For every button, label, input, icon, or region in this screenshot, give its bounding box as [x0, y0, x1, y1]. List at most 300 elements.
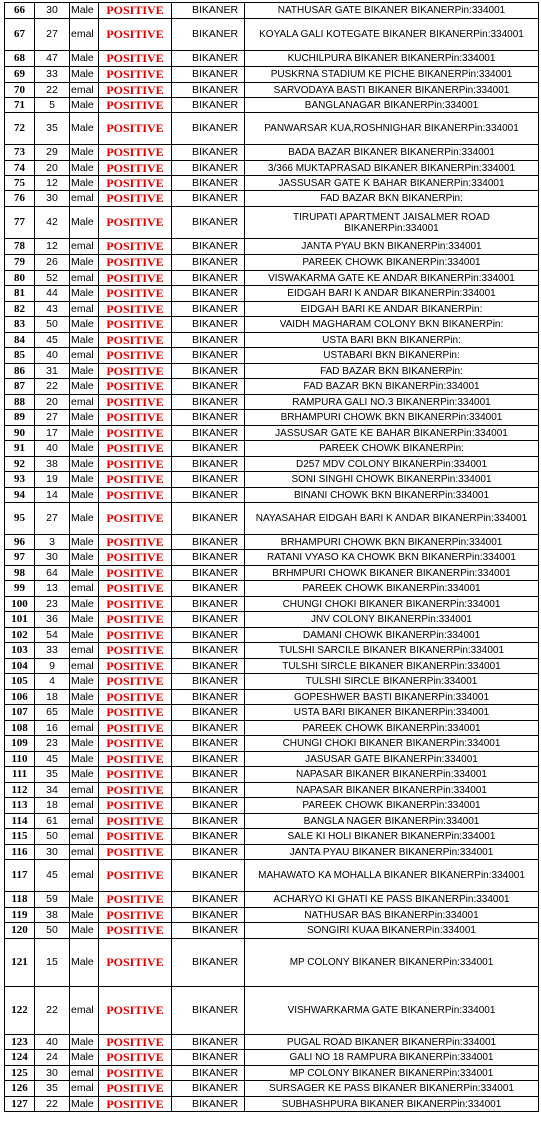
serial-number-cell: 104 — [5, 659, 35, 674]
district-cell: BIKANER — [172, 302, 245, 317]
district-cell: BIKANER — [172, 829, 245, 845]
serial-number-cell: 67 — [5, 19, 35, 51]
district-cell: BIKANER — [172, 628, 245, 643]
gender-cell: emal — [70, 395, 99, 410]
age-cell: 30 — [35, 1066, 70, 1081]
age-cell: 5 — [35, 98, 70, 113]
address-cell: JANTA PYAU BKN BIKANERPin:334001 — [245, 239, 539, 255]
result-cell: POSITIVE — [99, 783, 172, 798]
table-row — [5, 923, 539, 939]
result-cell: POSITIVE — [99, 3, 172, 19]
age-cell: 35 — [35, 113, 70, 145]
age-cell: 31 — [35, 364, 70, 379]
age-cell: 16 — [35, 721, 70, 736]
table-row — [5, 1050, 539, 1066]
table-row — [5, 860, 539, 892]
table-row — [5, 939, 539, 987]
age-cell: 43 — [35, 302, 70, 317]
gender-cell: Male — [70, 176, 99, 191]
age-cell: 27 — [35, 503, 70, 535]
serial-number-cell: 69 — [5, 67, 35, 83]
district-cell: BIKANER — [172, 923, 245, 939]
district-cell: BIKANER — [172, 798, 245, 814]
age-cell: 40 — [35, 441, 70, 457]
age-cell: 23 — [35, 736, 70, 752]
table-row — [5, 161, 539, 176]
gender-cell: Male — [70, 379, 99, 395]
district-cell: BIKANER — [172, 581, 245, 597]
district-cell: BIKANER — [172, 317, 245, 333]
address-cell: PAREEK CHOWK BIKANERPin:334001 — [245, 798, 539, 814]
district-cell: BIKANER — [172, 207, 245, 239]
table-row — [5, 83, 539, 98]
age-cell: 38 — [35, 457, 70, 472]
result-cell: POSITIVE — [99, 302, 172, 317]
gender-cell: Male — [70, 426, 99, 441]
gender-cell: Male — [70, 597, 99, 612]
table-row — [5, 51, 539, 67]
gender-cell: Male — [70, 488, 99, 503]
result-cell: POSITIVE — [99, 987, 172, 1035]
result-cell: POSITIVE — [99, 410, 172, 426]
district-cell: BIKANER — [172, 503, 245, 535]
serial-number-cell: 86 — [5, 364, 35, 379]
age-cell: 52 — [35, 271, 70, 286]
age-cell: 30 — [35, 191, 70, 207]
table-row — [5, 643, 539, 659]
age-cell: 12 — [35, 176, 70, 191]
table-row — [5, 767, 539, 783]
serial-number-cell: 71 — [5, 98, 35, 113]
age-cell: 45 — [35, 752, 70, 767]
district-cell: BIKANER — [172, 767, 245, 783]
table-row — [5, 255, 539, 271]
table-row — [5, 348, 539, 364]
serial-number-cell: 101 — [5, 612, 35, 628]
district-cell: BIKANER — [172, 333, 245, 348]
address-cell: KUCHILPURA BIKANER BIKANERPin:334001 — [245, 51, 539, 67]
result-cell: POSITIVE — [99, 628, 172, 643]
result-cell: POSITIVE — [99, 1035, 172, 1050]
age-cell: 54 — [35, 628, 70, 643]
address-cell: SONI SINGHI CHOWK BIKANERPin:334001 — [245, 472, 539, 488]
serial-number-cell: 76 — [5, 191, 35, 207]
address-cell: USTABARI BKN BIKANERPin: — [245, 348, 539, 364]
result-cell: POSITIVE — [99, 690, 172, 705]
gender-cell: emal — [70, 1066, 99, 1081]
table-row — [5, 333, 539, 348]
address-cell: FAD BAZAR BKN BIKANERPin: — [245, 191, 539, 207]
district-cell: BIKANER — [172, 1035, 245, 1050]
district-cell: BIKANER — [172, 441, 245, 457]
serial-number-cell: 107 — [5, 705, 35, 721]
result-cell: POSITIVE — [99, 98, 172, 113]
result-cell: POSITIVE — [99, 721, 172, 736]
district-cell: BIKANER — [172, 752, 245, 767]
age-cell: 42 — [35, 207, 70, 239]
serial-number-cell: 120 — [5, 923, 35, 939]
table-row — [5, 503, 539, 535]
table-row — [5, 736, 539, 752]
result-cell: POSITIVE — [99, 191, 172, 207]
district-cell: BIKANER — [172, 145, 245, 161]
table-row — [5, 67, 539, 83]
address-cell: TULSHI SIRCLE BIKANER BIKANERPin:334001 — [245, 659, 539, 674]
serial-number-cell: 70 — [5, 83, 35, 98]
address-cell: DAMANI CHOWK BIKANERPin:334001 — [245, 628, 539, 643]
age-cell: 27 — [35, 410, 70, 426]
result-cell: POSITIVE — [99, 317, 172, 333]
gender-cell: Male — [70, 674, 99, 690]
result-cell: POSITIVE — [99, 798, 172, 814]
table-row — [5, 379, 539, 395]
table-row — [5, 908, 539, 923]
result-cell: POSITIVE — [99, 286, 172, 302]
serial-number-cell: 75 — [5, 176, 35, 191]
age-cell: 19 — [35, 472, 70, 488]
serial-number-cell: 79 — [5, 255, 35, 271]
district-cell: BIKANER — [172, 597, 245, 612]
age-cell: 36 — [35, 612, 70, 628]
address-cell: PUSKRNA STADIUM KE PICHE BIKANERPin:334001 — [245, 67, 539, 83]
table-row — [5, 659, 539, 674]
serial-number-cell: 91 — [5, 441, 35, 457]
district-cell: BIKANER — [172, 426, 245, 441]
gender-cell: emal — [70, 659, 99, 674]
result-cell: POSITIVE — [99, 908, 172, 923]
serial-number-cell: 74 — [5, 161, 35, 176]
district-cell: BIKANER — [172, 488, 245, 503]
gender-cell: Male — [70, 736, 99, 752]
age-cell: 40 — [35, 1035, 70, 1050]
district-cell: BIKANER — [172, 690, 245, 705]
age-cell: 20 — [35, 395, 70, 410]
age-cell: 40 — [35, 348, 70, 364]
district-cell: BIKANER — [172, 566, 245, 581]
address-cell: MP COLONY BIKANER BIKANERPin:334001 — [245, 1066, 539, 1081]
serial-number-cell: 106 — [5, 690, 35, 705]
result-cell: POSITIVE — [99, 597, 172, 612]
result-cell: POSITIVE — [99, 395, 172, 410]
result-cell: POSITIVE — [99, 207, 172, 239]
age-cell: 15 — [35, 939, 70, 987]
result-cell: POSITIVE — [99, 845, 172, 860]
district-cell: BIKANER — [172, 908, 245, 923]
result-cell: POSITIVE — [99, 566, 172, 581]
serial-number-cell: 97 — [5, 550, 35, 566]
gender-cell: Male — [70, 767, 99, 783]
address-cell: BRHAMPURI CHOWK BKN BIKANERPin:334001 — [245, 410, 539, 426]
district-cell: BIKANER — [172, 860, 245, 892]
district-cell: BIKANER — [172, 410, 245, 426]
address-cell: BRHMPURI CHOWK BIKANER BIKANERPin:334001 — [245, 566, 539, 581]
result-cell: POSITIVE — [99, 892, 172, 908]
serial-number-cell: 112 — [5, 783, 35, 798]
table-row — [5, 410, 539, 426]
address-cell: EIDGAH BARI KE ANDAR BIKANERPin: — [245, 302, 539, 317]
age-cell: 45 — [35, 333, 70, 348]
district-cell: BIKANER — [172, 1097, 245, 1112]
address-cell: PUGAL ROAD BIKANER BIKANERPin:334001 — [245, 1035, 539, 1050]
table-row — [5, 783, 539, 798]
age-cell: 65 — [35, 705, 70, 721]
age-cell: 61 — [35, 814, 70, 829]
district-cell: BIKANER — [172, 239, 245, 255]
result-cell: POSITIVE — [99, 674, 172, 690]
district-cell: BIKANER — [172, 191, 245, 207]
result-cell: POSITIVE — [99, 457, 172, 472]
gender-cell: emal — [70, 1081, 99, 1097]
serial-number-cell: 118 — [5, 892, 35, 908]
address-cell: JNV COLONY BIKANERPin:334001 — [245, 612, 539, 628]
age-cell: 30 — [35, 3, 70, 19]
table-row — [5, 674, 539, 690]
address-cell: ACHARYO KI GHATI KE PASS BIKANERPin:334001 — [245, 892, 539, 908]
district-cell: BIKANER — [172, 83, 245, 98]
gender-cell: Male — [70, 612, 99, 628]
serial-number-cell: 82 — [5, 302, 35, 317]
age-cell: 50 — [35, 923, 70, 939]
result-cell: POSITIVE — [99, 441, 172, 457]
address-cell: MAHAWATO KA MOHALLA BIKANER BIKANERPin:334001 — [245, 860, 539, 892]
address-cell: PAREEK CHOWK BIKANERPin:334001 — [245, 581, 539, 597]
result-cell: POSITIVE — [99, 426, 172, 441]
gender-cell: emal — [70, 191, 99, 207]
table-row — [5, 1066, 539, 1081]
gender-cell: Male — [70, 364, 99, 379]
district-cell: BIKANER — [172, 705, 245, 721]
age-cell: 17 — [35, 426, 70, 441]
gender-cell: Male — [70, 410, 99, 426]
age-cell: 64 — [35, 566, 70, 581]
serial-number-cell: 102 — [5, 628, 35, 643]
address-cell: PAREEK CHOWK BIKANERPin:334001 — [245, 721, 539, 736]
result-cell: POSITIVE — [99, 612, 172, 628]
age-cell: 33 — [35, 643, 70, 659]
serial-number-cell: 72 — [5, 113, 35, 145]
serial-number-cell: 96 — [5, 535, 35, 550]
gender-cell: Male — [70, 472, 99, 488]
district-cell: BIKANER — [172, 1081, 245, 1097]
serial-number-cell: 98 — [5, 566, 35, 581]
patient-table — [4, 2, 539, 1112]
age-cell: 22 — [35, 987, 70, 1035]
address-cell: RATANI VYASO KA CHOWK BKN BIKANERPin:334001 — [245, 550, 539, 566]
age-cell: 26 — [35, 255, 70, 271]
address-cell: USTA BARI BKN BIKANERPin: — [245, 333, 539, 348]
gender-cell: emal — [70, 239, 99, 255]
table-row — [5, 829, 539, 845]
age-cell: 20 — [35, 161, 70, 176]
table-row — [5, 488, 539, 503]
table-row — [5, 798, 539, 814]
address-cell: PAREEK CHOWK BIKANERPin: — [245, 441, 539, 457]
address-cell: GALI NO 18 RAMPURA BIKANERPin:334001 — [245, 1050, 539, 1066]
address-cell: SURSAGER KE PASS BIKANER BIKANERPin:334001 — [245, 1081, 539, 1097]
serial-number-cell: 88 — [5, 395, 35, 410]
district-cell: BIKANER — [172, 721, 245, 736]
table-row — [5, 581, 539, 597]
gender-cell: emal — [70, 348, 99, 364]
table-row — [5, 113, 539, 145]
serial-number-cell: 77 — [5, 207, 35, 239]
gender-cell: emal — [70, 845, 99, 860]
result-cell: POSITIVE — [99, 535, 172, 550]
district-cell: BIKANER — [172, 845, 245, 860]
age-cell: 14 — [35, 488, 70, 503]
serial-number-cell: 122 — [5, 987, 35, 1035]
age-cell: 35 — [35, 1081, 70, 1097]
serial-number-cell: 80 — [5, 271, 35, 286]
gender-cell: Male — [70, 908, 99, 923]
table-row — [5, 690, 539, 705]
result-cell: POSITIVE — [99, 19, 172, 51]
serial-number-cell: 127 — [5, 1097, 35, 1112]
gender-cell: Male — [70, 566, 99, 581]
serial-number-cell: 84 — [5, 333, 35, 348]
serial-number-cell: 93 — [5, 472, 35, 488]
district-cell: BIKANER — [172, 472, 245, 488]
table-row — [5, 845, 539, 860]
age-cell: 22 — [35, 83, 70, 98]
gender-cell: emal — [70, 581, 99, 597]
table-row — [5, 395, 539, 410]
address-cell: NAYASAHAR EIDGAH BARI K ANDAR BIKANERPin:334001 — [245, 503, 539, 535]
serial-number-cell: 87 — [5, 379, 35, 395]
table-row — [5, 566, 539, 581]
serial-number-cell: 108 — [5, 721, 35, 736]
serial-number-cell: 85 — [5, 348, 35, 364]
gender-cell: Male — [70, 3, 99, 19]
age-cell: 22 — [35, 379, 70, 395]
table-row — [5, 302, 539, 317]
table-row — [5, 239, 539, 255]
gender-cell: emal — [70, 302, 99, 317]
serial-number-cell: 68 — [5, 51, 35, 67]
address-cell: FAD BAZAR BKN BIKANERPin:334001 — [245, 379, 539, 395]
district-cell: BIKANER — [172, 550, 245, 566]
address-cell: NATHUSAR GATE BIKANER BIKANERPin:334001 — [245, 3, 539, 19]
address-cell: BANGLANAGAR BIKANERPin:334001 — [245, 98, 539, 113]
gender-cell: emal — [70, 271, 99, 286]
address-cell: D257 MDV COLONY BIKANERPin:334001 — [245, 457, 539, 472]
district-cell: BIKANER — [172, 271, 245, 286]
serial-number-cell: 99 — [5, 581, 35, 597]
district-cell: BIKANER — [172, 1066, 245, 1081]
result-cell: POSITIVE — [99, 1050, 172, 1066]
address-cell: JASUSAR GATE BIKANERPin:334001 — [245, 752, 539, 767]
gender-cell: Male — [70, 535, 99, 550]
gender-cell: emal — [70, 829, 99, 845]
gender-cell: Male — [70, 690, 99, 705]
age-cell: 47 — [35, 51, 70, 67]
district-cell: BIKANER — [172, 113, 245, 145]
serial-number-cell: 117 — [5, 860, 35, 892]
district-cell: BIKANER — [172, 457, 245, 472]
result-cell: POSITIVE — [99, 67, 172, 83]
result-cell: POSITIVE — [99, 1097, 172, 1112]
result-cell: POSITIVE — [99, 581, 172, 597]
serial-number-cell: 66 — [5, 3, 35, 19]
result-cell: POSITIVE — [99, 333, 172, 348]
age-cell: 18 — [35, 798, 70, 814]
age-cell: 4 — [35, 674, 70, 690]
district-cell: BIKANER — [172, 51, 245, 67]
district-cell: BIKANER — [172, 67, 245, 83]
gender-cell: Male — [70, 1097, 99, 1112]
result-cell: POSITIVE — [99, 348, 172, 364]
address-cell: KOYALA GALI KOTEGATE BIKANER BIKANERPin:334001 — [245, 19, 539, 51]
district-cell: BIKANER — [172, 255, 245, 271]
result-cell: POSITIVE — [99, 51, 172, 67]
result-cell: POSITIVE — [99, 705, 172, 721]
address-cell: FAD BAZAR BKN BIKANERPin: — [245, 364, 539, 379]
result-cell: POSITIVE — [99, 659, 172, 674]
age-cell: 18 — [35, 690, 70, 705]
address-cell: SUBHASHPURA BIKANER BIKANERPin:334001 — [245, 1097, 539, 1112]
result-cell: POSITIVE — [99, 113, 172, 145]
table-row — [5, 286, 539, 302]
district-cell: BIKANER — [172, 19, 245, 51]
gender-cell: Male — [70, 51, 99, 67]
district-cell: BIKANER — [172, 176, 245, 191]
table-row — [5, 271, 539, 286]
address-cell: NAPASAR BIKANER BIKANERPin:334001 — [245, 783, 539, 798]
address-cell: BRHAMPURI CHOWK BKN BIKANERPin:334001 — [245, 535, 539, 550]
serial-number-cell: 110 — [5, 752, 35, 767]
table-row — [5, 550, 539, 566]
serial-number-cell: 115 — [5, 829, 35, 845]
address-cell: PANWARSAR KUA,ROSHNIGHAR BIKANERPin:334001 — [245, 113, 539, 145]
gender-cell: Male — [70, 207, 99, 239]
serial-number-cell: 111 — [5, 767, 35, 783]
table-row — [5, 1035, 539, 1050]
age-cell: 3 — [35, 535, 70, 550]
serial-number-cell: 78 — [5, 239, 35, 255]
age-cell: 30 — [35, 550, 70, 566]
serial-number-cell: 81 — [5, 286, 35, 302]
result-cell: POSITIVE — [99, 488, 172, 503]
table-row — [5, 628, 539, 643]
table-row — [5, 535, 539, 550]
gender-cell: Male — [70, 317, 99, 333]
gender-cell: Male — [70, 457, 99, 472]
address-cell: 3/366 MUKTAPRASAD BIKANER BIKANERPin:334001 — [245, 161, 539, 176]
address-cell: RAMPURA GALI NO.3 BIKANERPin:334001 — [245, 395, 539, 410]
gender-cell: Male — [70, 333, 99, 348]
district-cell: BIKANER — [172, 814, 245, 829]
result-cell: POSITIVE — [99, 379, 172, 395]
table-row — [5, 597, 539, 612]
result-cell: POSITIVE — [99, 472, 172, 488]
serial-number-cell: 113 — [5, 798, 35, 814]
gender-cell: Male — [70, 705, 99, 721]
age-cell: 45 — [35, 860, 70, 892]
district-cell: BIKANER — [172, 892, 245, 908]
age-cell: 27 — [35, 19, 70, 51]
serial-number-cell: 94 — [5, 488, 35, 503]
age-cell: 50 — [35, 317, 70, 333]
result-cell: POSITIVE — [99, 503, 172, 535]
age-cell: 59 — [35, 892, 70, 908]
address-cell: SARVODAYA BASTI BIKANER BIKANERPin:334001 — [245, 83, 539, 98]
result-cell: POSITIVE — [99, 255, 172, 271]
result-cell: POSITIVE — [99, 1081, 172, 1097]
address-cell: EIDGAH BARI K ANDAR BIKANERPin:334001 — [245, 286, 539, 302]
result-cell: POSITIVE — [99, 860, 172, 892]
address-cell: MP COLONY BIKANER BIKANERPin:334001 — [245, 939, 539, 987]
result-cell: POSITIVE — [99, 767, 172, 783]
